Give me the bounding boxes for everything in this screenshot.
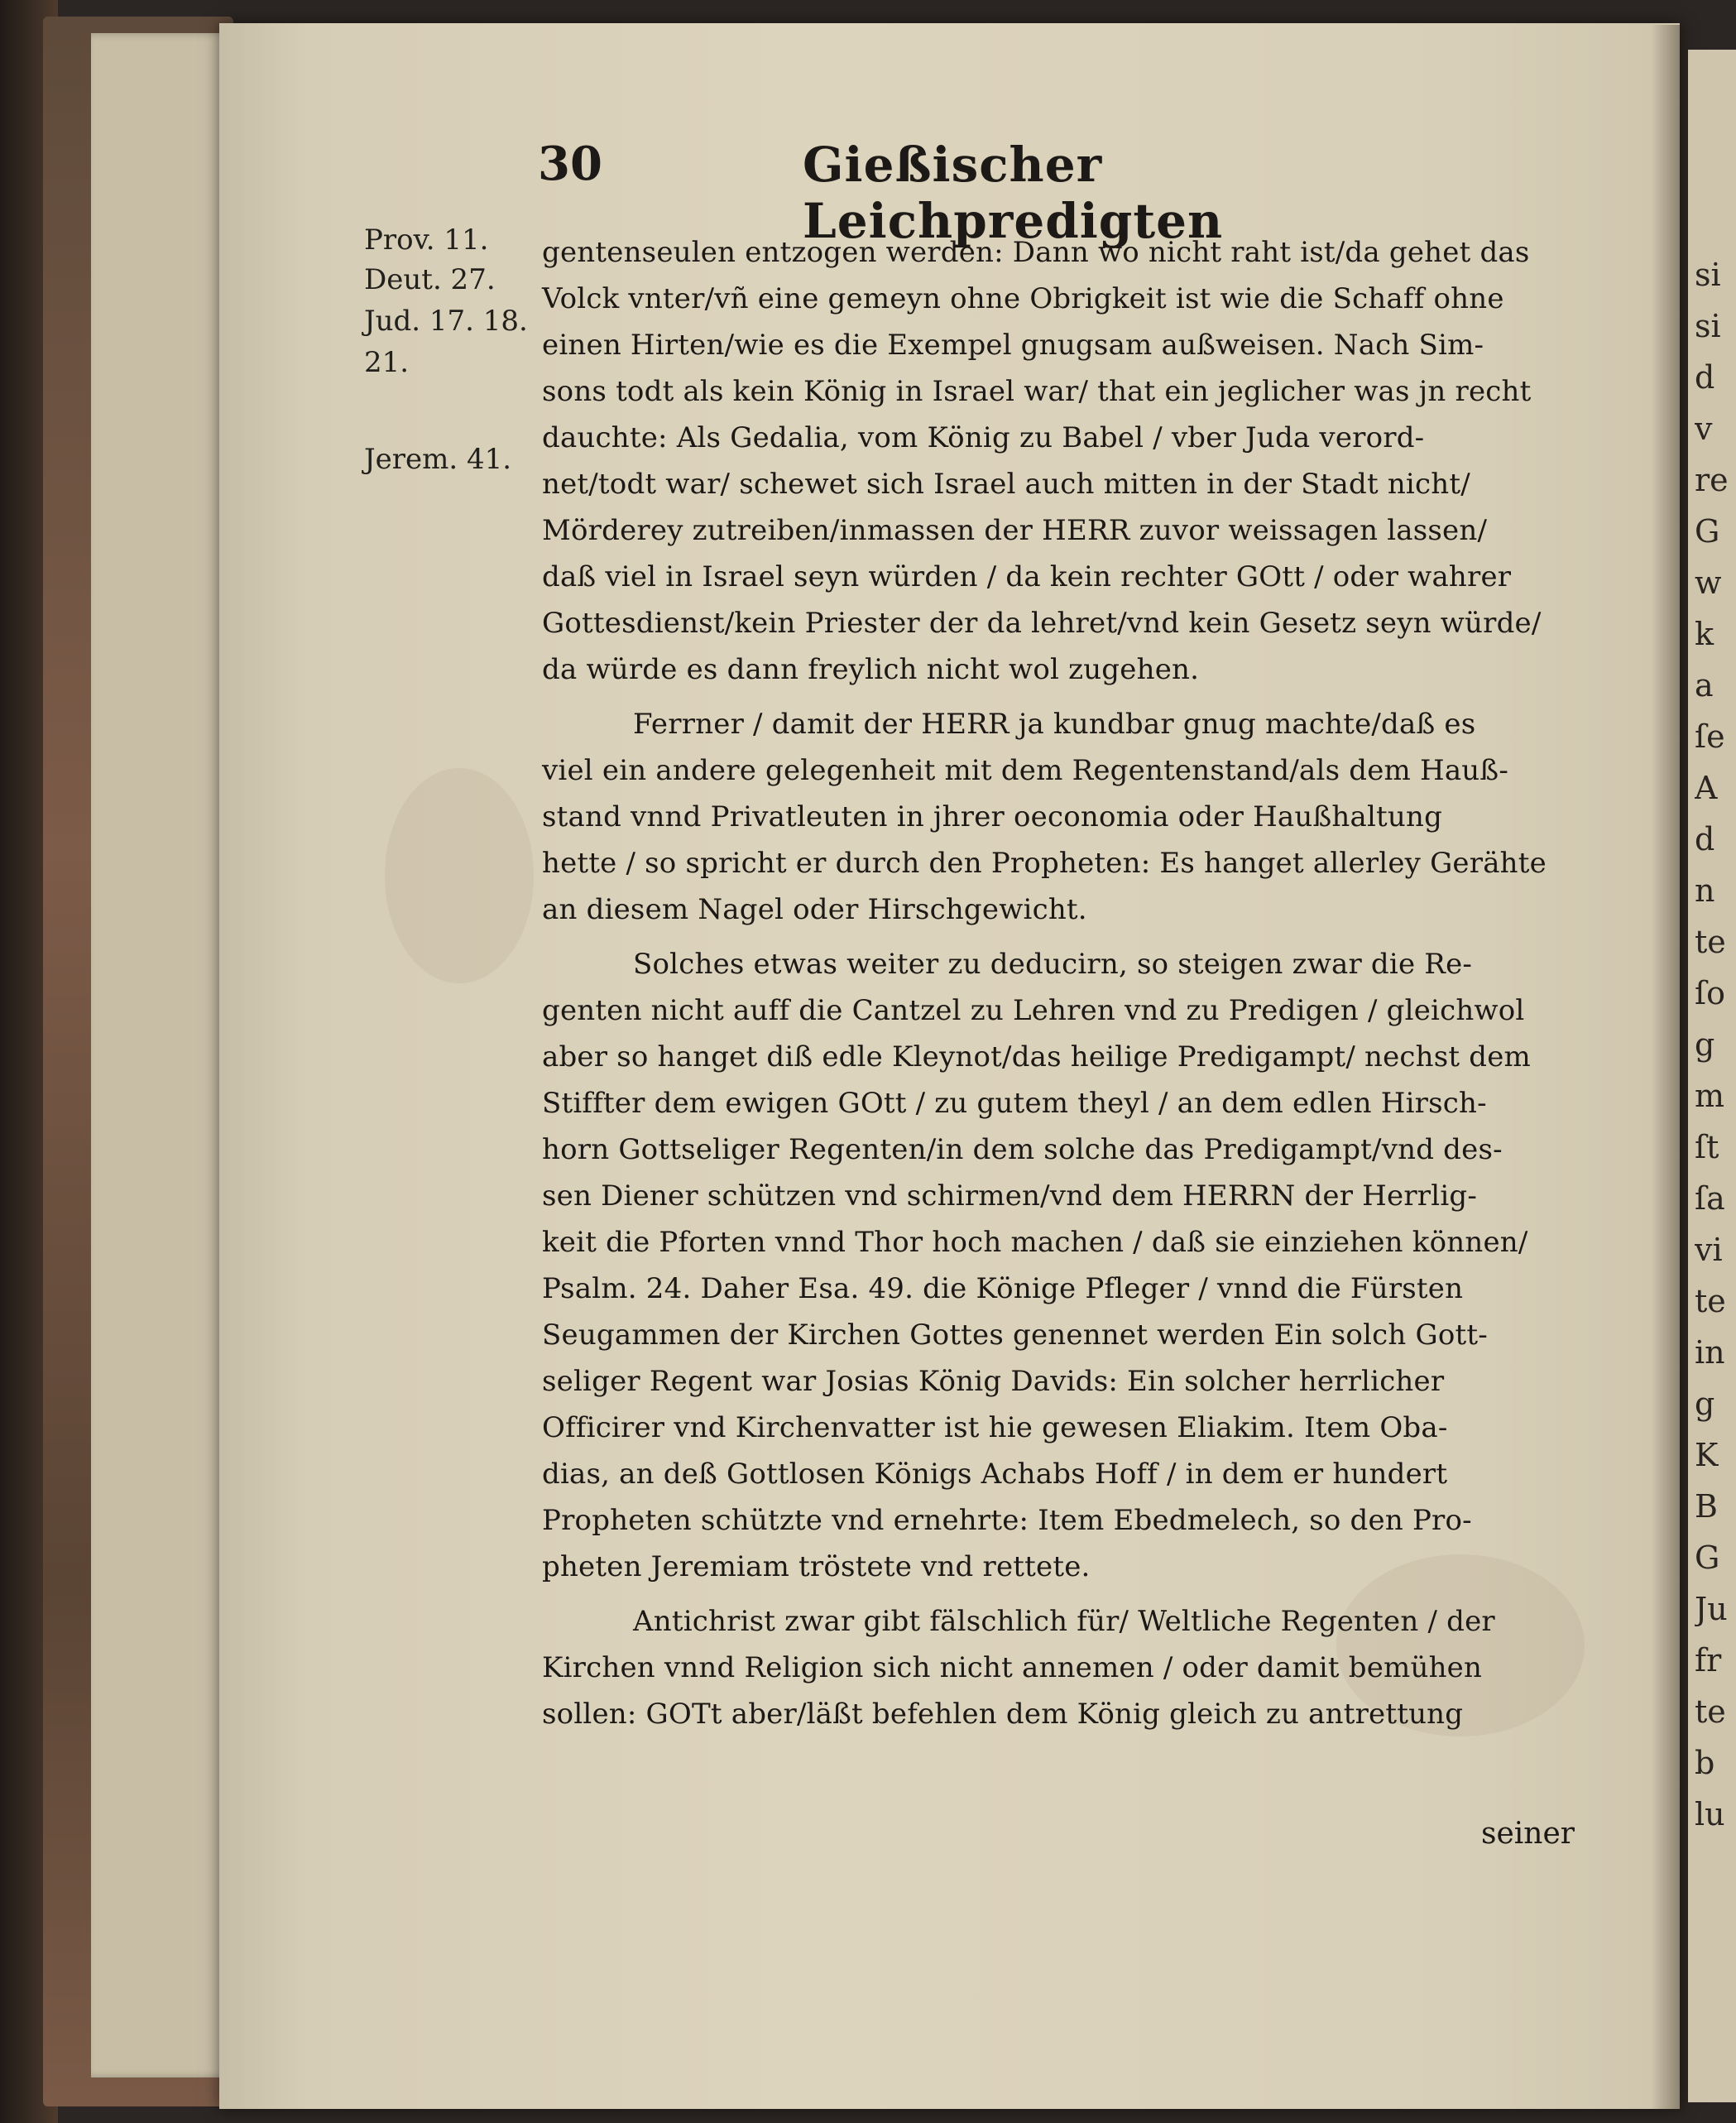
next-page-fragment: g xyxy=(1695,1386,1715,1422)
next-page-fragment: si xyxy=(1695,257,1721,293)
margin-note: Prov. 11. xyxy=(364,223,489,257)
text-line: stand vnnd Privatleuten in jhrer oeconomia oder Haußhaltung xyxy=(542,800,1443,833)
next-page-fragment: m xyxy=(1695,1078,1725,1114)
next-page-fragment: n xyxy=(1695,872,1715,909)
text-line: da würde es dann freylich nicht wol zugehen. xyxy=(542,653,1200,686)
margin-note: Jerem. 41. xyxy=(364,443,512,476)
next-page-fragment: vi xyxy=(1695,1232,1723,1268)
text-line: horn Gottseliger Regenten/in dem solche das Predigampt/vnd des- xyxy=(542,1133,1503,1166)
text-line: Stiffter dem ewigen GOtt / zu gutem theyl / an dem edlen Hirsch- xyxy=(542,1087,1487,1120)
text-line: Kirchen vnnd Religion sich nicht annemen / oder damit bemühen xyxy=(542,1651,1483,1684)
text-line: an diesem Nagel oder Hirschgewicht. xyxy=(542,893,1087,926)
next-page-fragment: w xyxy=(1695,564,1722,601)
text-line: einen Hirten/wie es die Exempel gnugsam außweisen. Nach Sim- xyxy=(542,329,1484,362)
text-line: keit die Pforten vnnd Thor hoch machen / daß sie einziehen können/ xyxy=(542,1226,1528,1259)
text-line: pheten Jeremiam tröstete vnd rettete. xyxy=(542,1550,1091,1583)
text-line: Seugammen der Kirchen Gottes genennet werden Ein solch Gott- xyxy=(542,1318,1488,1352)
text-line: sons todt als kein König in Israel war/ that ein jeglicher was jn recht xyxy=(542,375,1532,408)
next-page-fragment: te xyxy=(1695,924,1726,960)
text-line: gentenseulen entzogen werden: Dann wo nicht raht ist/da gehet das xyxy=(542,236,1530,269)
paper-stain xyxy=(385,768,534,983)
next-page-fragment: in xyxy=(1695,1334,1725,1371)
next-page-fragment: a xyxy=(1695,667,1714,704)
text-line: hette / so spricht er durch den Propheten: Es hanget allerley Gerähte xyxy=(542,847,1547,880)
next-page-fragment: ſt xyxy=(1695,1129,1719,1165)
next-page-fragment: lu xyxy=(1695,1796,1725,1832)
text-line: sollen: GOTt aber/läßt befehlen dem König gleich zu antrettung xyxy=(542,1698,1464,1731)
text-line: Psalm. 24. Daher Esa. 49. die Könige Pfleger / vnnd die Fürsten xyxy=(542,1272,1464,1305)
next-page-fragment: g xyxy=(1695,1026,1715,1063)
next-page-fragment: G xyxy=(1695,1539,1720,1576)
text-line: Mörderey zutreiben/inmassen der HERR zuvor weissagen lassen/ xyxy=(542,514,1488,547)
text-line: viel ein andere gelegenheit mit dem Regentenstand/als dem Hauß- xyxy=(542,754,1509,787)
next-page-fragment: d xyxy=(1695,821,1715,857)
next-page-fragment: K xyxy=(1695,1437,1719,1473)
next-page-fragment: ſe xyxy=(1695,718,1725,755)
text-line: dias, an deß Gottlosen Königs Achabs Hoff / in dem er hundert xyxy=(542,1458,1448,1491)
text-line: sen Diener schützen vnd schirmen/vnd dem HERRN der Herrlig- xyxy=(542,1179,1478,1213)
next-page-fragment: te xyxy=(1695,1693,1726,1730)
text-line: net/todt war/ schewet sich Israel auch mitten in der Stadt nicht/ xyxy=(542,468,1470,501)
next-page-fragment: B xyxy=(1695,1488,1718,1525)
text-line: aber so hanget diß edle Kleynot/das heilige Predigampt/ nechst dem xyxy=(542,1040,1531,1074)
page-gutter-shadow xyxy=(1651,25,1684,2111)
next-page-fragment: Ju xyxy=(1695,1591,1728,1627)
next-page-fragment: b xyxy=(1695,1745,1715,1781)
page-number: 30 xyxy=(538,137,602,191)
next-page-fragment: ſa xyxy=(1695,1180,1725,1217)
next-page-fragment: re xyxy=(1695,462,1729,498)
text-line: seliger Regent war Josias König Davids: Ein solcher herrlicher xyxy=(542,1365,1445,1398)
text-line: Volck vnter/vñ eine gemeyn ohne Obrigkeit ist wie die Schaff ohne xyxy=(542,282,1504,315)
catchword: seiner xyxy=(1481,1817,1575,1851)
text-line: dauchte: Als Gedalia, vom König zu Babel / vber Juda verord- xyxy=(542,421,1425,454)
next-page-edge xyxy=(1688,50,1736,2102)
next-page-fragment: ſo xyxy=(1695,975,1725,1011)
next-page-fragment: v xyxy=(1695,411,1713,447)
text-line: Solches etwas weiter zu deducirn, so steigen zwar die Re- xyxy=(633,948,1473,981)
next-page-fragment: k xyxy=(1695,616,1714,652)
text-line: Gottesdienst/kein Priester der da lehret/vnd kein Gesetz seyn würde/ xyxy=(542,607,1542,640)
running-title: Gießischer Leichpredigten xyxy=(803,137,1224,249)
margin-note: Jud. 17. 18. xyxy=(364,305,528,338)
text-line: daß viel in Israel seyn würden / da kein rechter GOtt / oder wahrer xyxy=(542,560,1512,593)
page-header xyxy=(538,137,1531,249)
margin-note: Deut. 27. xyxy=(364,263,496,296)
next-page-fragment: te xyxy=(1695,1283,1726,1319)
text-line: genten nicht auff die Cantzel zu Lehren vnd zu Predigen / gleichwol xyxy=(542,994,1525,1027)
next-page-fragment: G xyxy=(1695,513,1720,550)
next-page-fragment: si xyxy=(1695,308,1721,344)
text-line: Antichrist zwar gibt fälschlich für/ Weltliche Regenten / der xyxy=(633,1605,1495,1638)
margin-note: 21. xyxy=(364,346,410,379)
text-line: Officirer vnd Kirchenvatter ist hie gewesen Eliakim. Item Oba- xyxy=(542,1411,1448,1444)
next-page-fragment: d xyxy=(1695,359,1715,396)
next-page-fragment: fr xyxy=(1695,1642,1722,1679)
text-line: Ferrner / damit der HERR ja kundbar gnug machte/daß es xyxy=(633,708,1476,741)
next-page-fragment: A xyxy=(1695,770,1718,806)
text-line: Propheten schützte vnd ernehrte: Item Ebedmelech, so den Pro- xyxy=(542,1504,1472,1537)
